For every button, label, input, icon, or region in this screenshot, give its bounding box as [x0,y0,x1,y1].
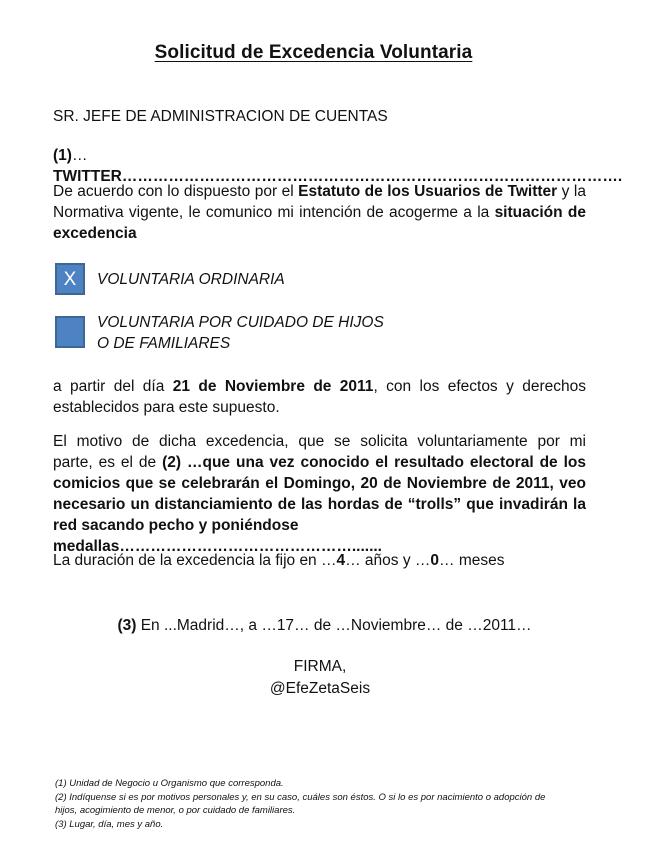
unit-dots-leading: … [71,147,88,164]
addressee: SR. JEFE DE ADMINISTRACION DE CUENTAS [53,108,388,125]
unit-dots-trailing: ……………………………………………………………………………………. [121,168,623,185]
checkbox-voluntaria-ordinaria[interactable]: X [55,263,85,295]
duration-months: 0 [430,552,440,569]
place-date-line [0,615,649,636]
intro-statute: Estatuto de los Usuarios de Twitter [298,183,558,200]
footnote-3: (3) Lugar, día, mes y año. [55,818,164,830]
intro-paragraph [53,181,586,244]
duration-text-3: … meses [439,552,505,569]
signature-label: FIRMA, [293,658,347,675]
footnote-ref-3: (3) [117,617,137,634]
checkbox-cuidado-hijos[interactable] [55,316,85,348]
unit-name: TWITTER [53,168,122,185]
duration-text-1: La duración de la excedencia la fijo en … [53,552,337,569]
start-date: 21 de Noviembre de 2011 [172,378,374,395]
footnote-ref-1: (1) [53,147,72,164]
option-label: VOLUNTARIA ORDINARIA [97,271,285,288]
start-text-1: a partir del día [53,378,173,395]
intro-situation: situación de excedencia [53,204,586,242]
start-date-paragraph [53,376,586,418]
footnote-2-cont: hijos, acogimiento de menor, o por cuidado de familiares. [55,805,296,816]
duration-text-2: … años y … [345,552,431,569]
duration-years: 4 [336,552,346,569]
intro-text-2: y la Normativa vigente, le comunico mi intención de acogerme a la [53,183,586,221]
footnote-1: (1) Unidad de Negocio u Organismo que corresponda. [55,778,284,789]
footnotes [55,777,595,831]
signature-block [0,656,640,700]
intro-text-1: De acuerdo con lo dispuesto por el [53,183,299,200]
reason-line-3: comicios que se celebrarán el Domingo, 20 de Noviembre de 2011, veo [53,475,586,492]
reason-line-1: El motivo de dicha excedencia, que se solicita voluntariamente por mi [53,433,586,450]
reason-line-4: necesario un distanciamiento de las hordas de “trolls” que invadirán la [53,496,586,513]
reason-line-2 [53,452,586,473]
reason-line-5: red sacando pecho y poniéndose medallas………………………………………....... [53,517,382,555]
option-label-line-2: O DE FAMILIARES [97,335,231,352]
document-title: Solicitud de Excedencia Voluntaria [154,42,473,63]
footnote-2: (2) Indíquense si es por motivos personales y, en su caso, cuáles son éstos. O si lo es por nacimiento o adopción de [55,791,546,803]
start-text-2: , con los efectos y derechos establecidos para este supuesto. [53,378,586,416]
reason-line-2-text: parte, es el de [53,454,163,471]
option-voluntaria-ordinaria [97,269,285,290]
place-date-text: En ...Madrid…, a …17… de …Noviembre… de …2011… [136,617,532,634]
duration-paragraph [53,550,586,571]
signature-handle: @EfeZetaSeis [269,680,371,697]
reason-line-2-bold: (2) …que una vez conocido el resultado electoral de los [162,454,586,471]
reason-paragraph [53,431,586,557]
option-label-line-1: VOLUNTARIA POR CUIDADO DE HIJOS [97,314,384,331]
option-cuidado-hijos [97,312,384,354]
